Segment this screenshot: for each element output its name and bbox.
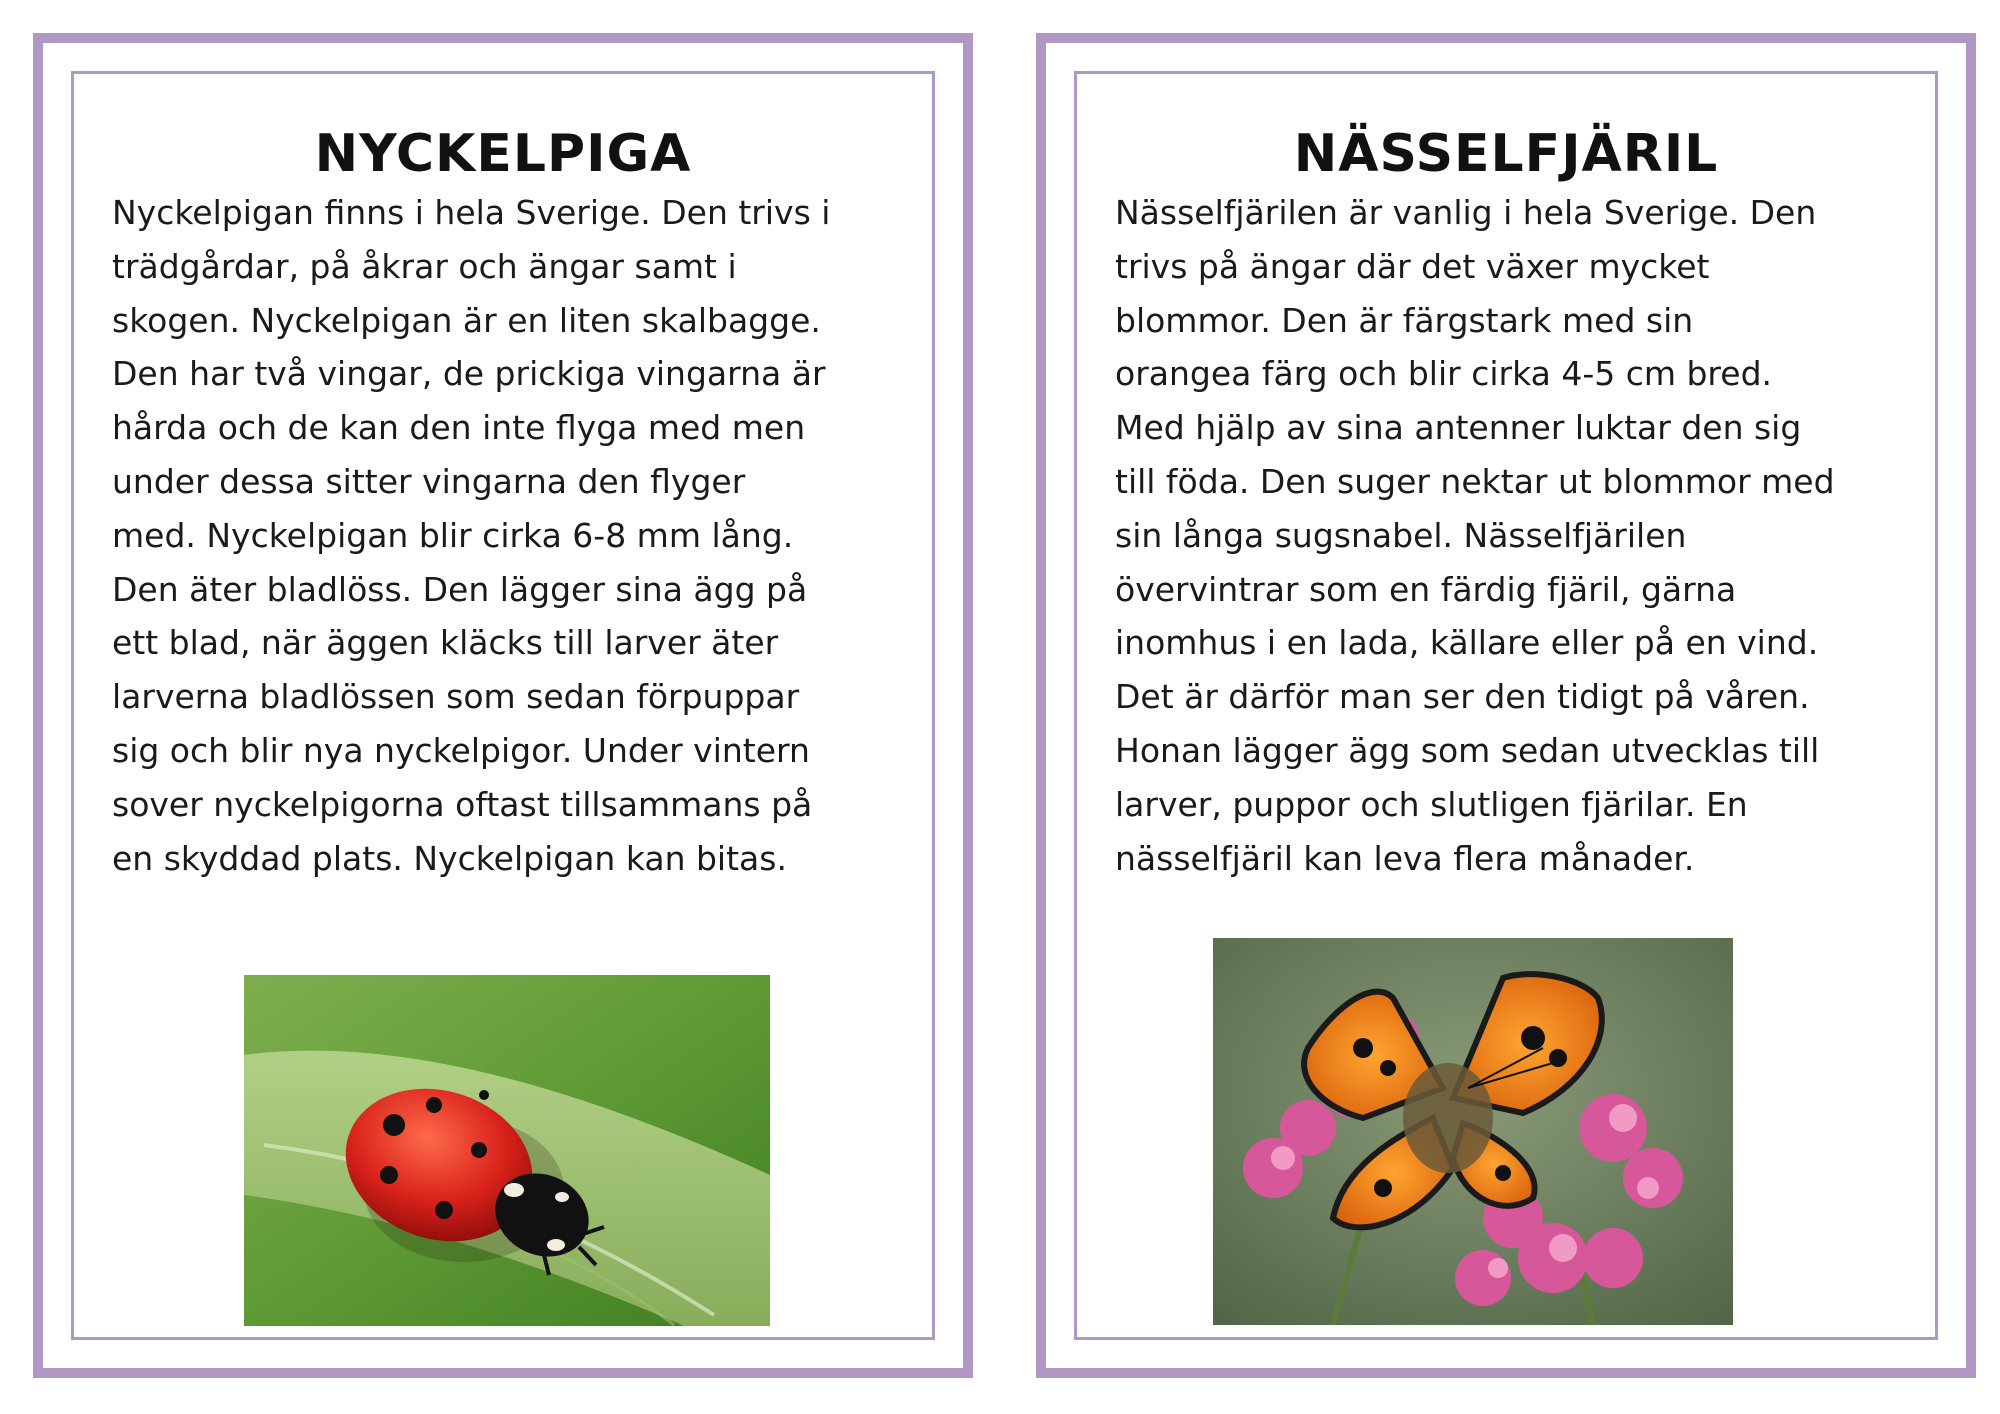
card-body-text [112,186,902,885]
card-title: NYCKELPIGA [314,124,692,184]
text-line: inomhus i en lada, källare eller på en vind. [1115,623,1819,663]
ladybug-photo [244,975,770,1326]
text-line: nässelfjäril kan leva flera månader. [1115,838,1695,878]
text-line: Den har två vingar, de prickiga vingarna är [112,354,826,394]
text-line: trivs på ängar där det växer mycket [1115,246,1710,286]
card-inner-border [71,71,935,1340]
text-line: ett blad, när äggen kläcks till larver äter [112,623,779,663]
text-line: blommor. Den är färgstark med sin [1115,300,1694,340]
text-line: sig och blir nya nyckelpigor. Under vintern [112,730,810,770]
card-body-text [1115,186,1905,885]
text-line: larverna bladlössen som sedan förpuppar [112,677,800,717]
text-line: Nyckelpigan finns i hela Sverige. Den trivs i [112,193,831,232]
text-line: övervintrar som en färdig fjäril, gärna [1115,569,1737,609]
text-line: en skyddad plats. Nyckelpigan kan bitas. [112,838,787,878]
card-inner-border [1074,71,1938,1340]
text-line: skogen. Nyckelpigan är en liten skalbagge. [112,300,821,340]
text-line: larver, puppor och slutligen fjärilar. En [1115,784,1748,824]
text-line: Nässelfjärilen är vanlig i hela Sverige. Den [1115,193,1817,232]
text-line: under dessa sitter vingarna den flyger [112,461,746,501]
text-line: sover nyckelpigorna oftast tillsammans på [112,784,813,824]
text-line: orangea färg och blir cirka 4-5 cm bred. [1115,354,1773,394]
text-line: Den äter bladlöss. Den lägger sina ägg på [112,569,808,609]
card-title: NÄSSELFJÄRIL [1293,124,1719,184]
text-line: Honan lägger ägg som sedan utvecklas till [1115,730,1820,770]
butterfly-photo [1213,938,1733,1325]
text-line: Det är därför man ser den tidigt på våren. [1115,677,1810,717]
card-nyckelpiga [33,33,973,1378]
card-nasselfjaril [1036,33,1976,1378]
text-line: med. Nyckelpigan blir cirka 6-8 mm lång. [112,515,794,555]
text-line: till föda. Den suger nektar ut blommor med [1115,461,1835,501]
text-line: sin långa sugsnabel. Nässelfjärilen [1115,515,1687,555]
text-line: trädgårdar, på åkrar och ängar samt i [112,246,737,286]
text-line: Med hjälp av sina antenner luktar den sig [1115,408,1802,448]
text-line: hårda och de kan den inte flyga med men [112,408,806,448]
